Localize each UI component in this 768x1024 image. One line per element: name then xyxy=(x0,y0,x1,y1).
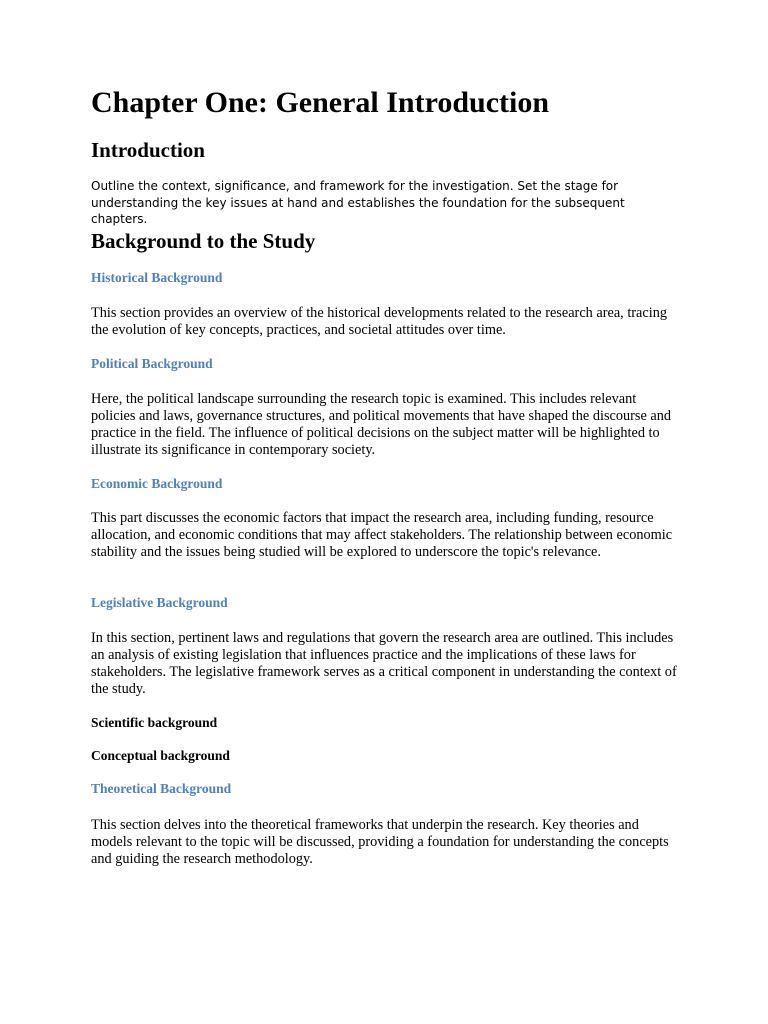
historical-background-heading: Historical Background xyxy=(91,270,223,285)
economic-background-text: This part discusses the economic factors that impact the research area, including funding, resource allocation, and economic conditions that may affect stakeholders. The relationship between economic stability and the issues being studied will be explored to underscore the topic's relevance. xyxy=(91,510,673,560)
conceptual-background-heading: Conceptual background xyxy=(91,748,230,763)
scientific-background-heading: Scientific background xyxy=(91,715,218,730)
economic-background-heading: Economic Background xyxy=(91,476,223,491)
historical-background-text: This section provides an overview of the historical developments related to the research area, tracing the evolution of key concepts, practices, and societal attitudes over time. xyxy=(91,305,668,338)
legislative-background-heading: Legislative Background xyxy=(91,595,228,610)
theoretical-background-heading: Theoretical Background xyxy=(91,781,232,796)
introduction-heading: Introduction xyxy=(91,138,205,162)
introduction-text: Outline the context, significance, and framework for the investigation. Set the stage for understanding the key issues at hand and establishes the foundation for the subsequent chapters. xyxy=(91,179,625,226)
theoretical-background-text: This section delves into the theoretical frameworks that underpin the research. Key theories and models relevant to the topic will be discussed, providing a foundation for understanding the concepts and guiding the research methodology. xyxy=(91,817,669,867)
chapter-title: Chapter One: General Introduction xyxy=(91,86,550,119)
legislative-background-text: In this section, pertinent laws and regulations that govern the research area are outlined. This includes an analysis of existing legislation that influences practice and the implications of these laws for stakeholders. The legislative framework serves as a critical component in understanding the context of the study. xyxy=(91,630,677,697)
political-background-heading: Political Background xyxy=(91,356,213,371)
political-background-text: Here, the political landscape surrounding the research topic is examined. This includes relevant policies and laws, governance structures, and political movements that have shaped the discourse and practice in the field. The influence of political decisions on the subject matter will be highlighted to illustrate its significance in contemporary society. xyxy=(91,391,672,458)
background-heading: Background to the Study xyxy=(91,229,316,253)
